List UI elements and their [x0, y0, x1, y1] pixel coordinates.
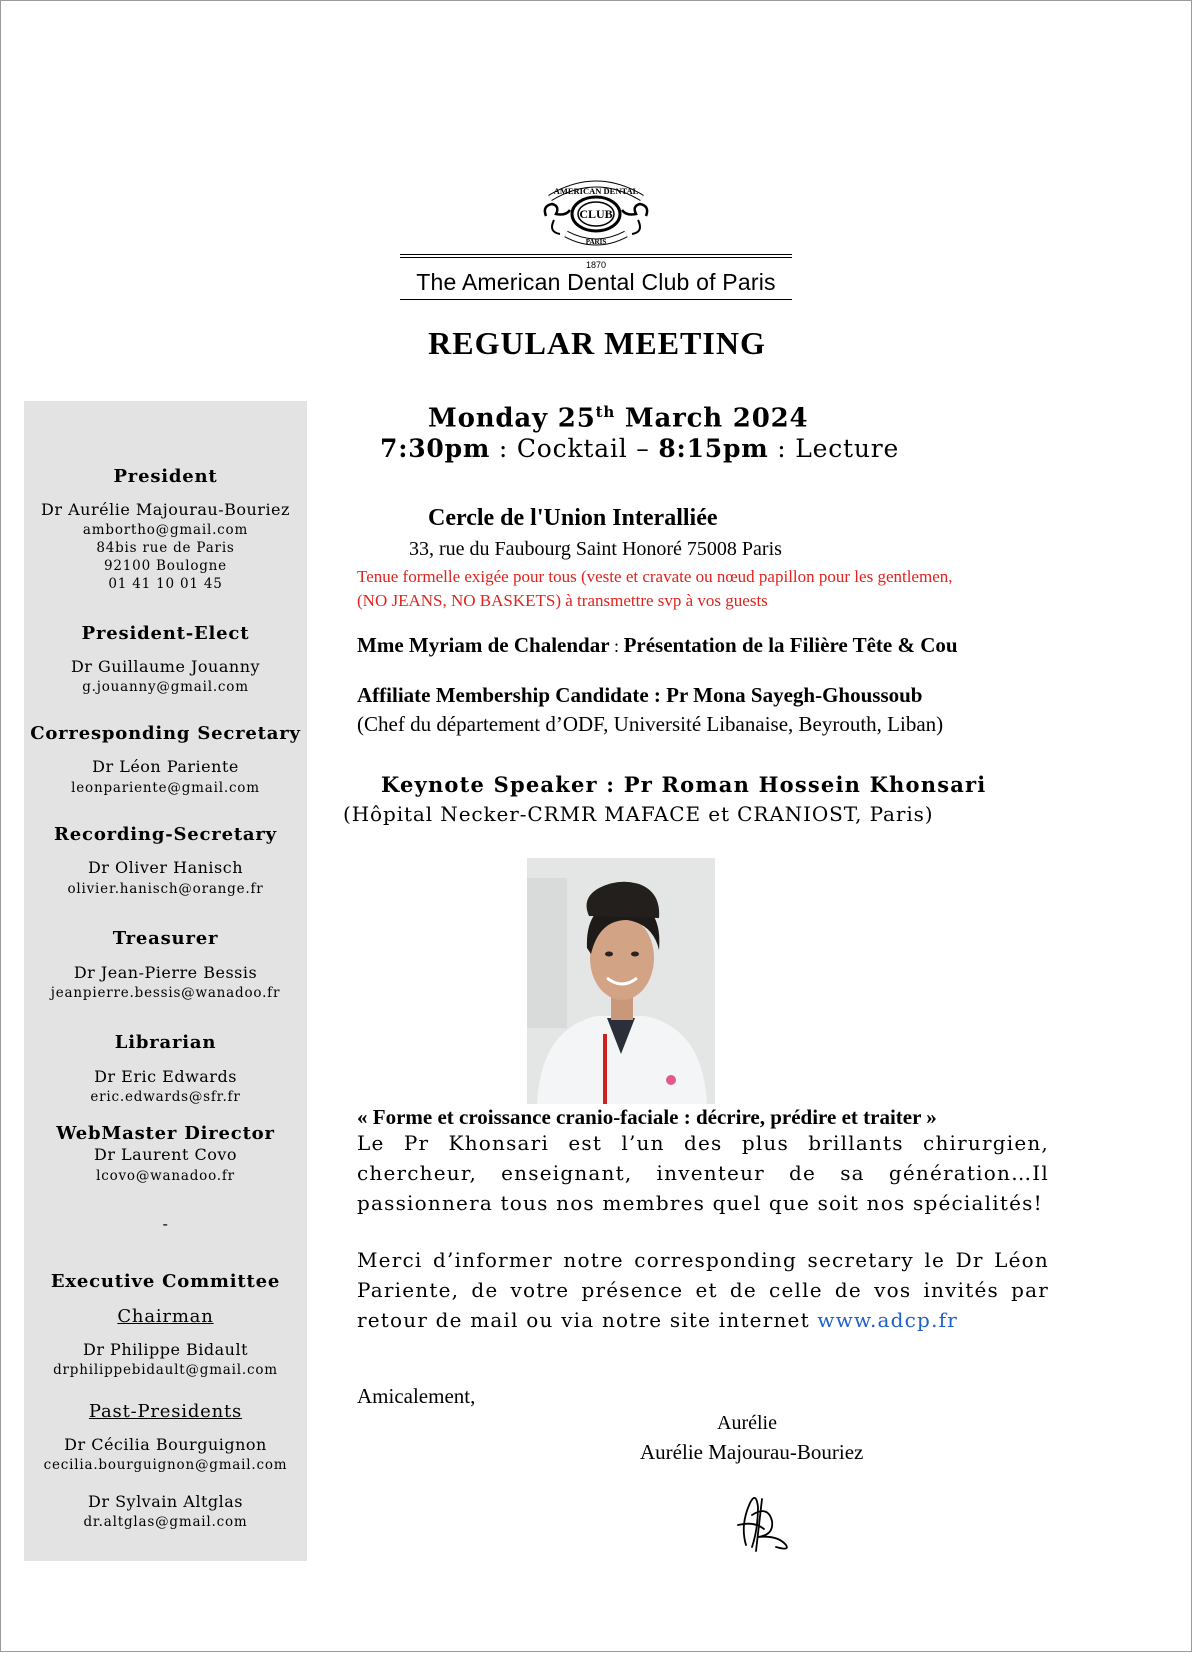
past-presidents-label: Past-Presidents	[88, 1401, 243, 1422]
logo-org-name	[400, 269, 792, 296]
date-day: Monday 25	[428, 403, 596, 434]
recording-secretary-email[interactable]: olivier.hanisch@orange.fr	[67, 881, 264, 897]
speaker-portrait-icon	[527, 858, 715, 1104]
meeting-times	[380, 434, 899, 463]
librarian-name: Dr Eric Edwards	[94, 1067, 237, 1086]
venue-name: Cercle de l'Union Interalliée	[428, 505, 718, 531]
date-rest: March 2024	[624, 403, 809, 434]
club-logo	[400, 176, 792, 302]
rsvp-text: Merci d’informer notre corresponding secretary le Dr Léon Pariente, de votre présence et de celle de vos invités par retour de mail ou via notre site internet	[357, 1248, 1049, 1332]
past-president-1-name: Dr Cécilia Bourguignon	[64, 1435, 267, 1454]
rsvp-paragraph	[357, 1245, 1049, 1335]
speaker-photo	[527, 858, 715, 1104]
signature-full-name: Aurélie Majourau-Bouriez	[640, 1440, 864, 1464]
seal-top-text: AMERICAN DENTAL	[553, 186, 639, 196]
past-president-2-email[interactable]: dr.altglas@gmail.com	[83, 1514, 248, 1530]
webmaster-name: Dr Laurent Covo	[93, 1145, 237, 1164]
presentation-speaker: Mme Myriam de Chalendar	[357, 633, 610, 657]
seal-bottom-text: PARIS	[585, 238, 607, 246]
role-president-elect: President-Elect	[81, 623, 250, 644]
role-recording-secretary: Recording-Secretary	[54, 824, 277, 845]
presentation-line	[357, 633, 958, 658]
webmaster-email[interactable]: lcovo@wanadoo.fr	[96, 1168, 235, 1184]
role-president: President	[113, 466, 218, 487]
president-address-1: 84bis rue de Paris	[96, 540, 235, 556]
role-librarian: Librarian	[114, 1032, 217, 1053]
handwritten-signature-icon	[728, 1485, 808, 1555]
president-name: Dr Aurélie Majourau-Bouriez	[41, 500, 290, 519]
presentation-separator: :	[609, 636, 624, 656]
dress-code-note: Tenue formelle exigée pour tous (veste et cravate ou nœud papillon pour les gentlemen, (NO JEANS, NO BASKETS) à transmettre svp à vos guests	[357, 567, 953, 610]
affiliate-detail: (Chef du département d’ODF, Université Libanaise, Beyrouth, Liban)	[357, 712, 944, 736]
logo-rule	[400, 299, 792, 300]
past-president-2-name: Dr Sylvain Altglas	[88, 1492, 243, 1511]
recording-secretary-name: Dr Oliver Hanisch	[87, 858, 244, 877]
president-email[interactable]: ambortho@gmail.com	[82, 522, 249, 538]
treasurer-email[interactable]: jeanpierre.bessis@wanadoo.fr	[50, 985, 281, 1001]
club-seal-icon	[540, 176, 652, 252]
sidebar-dash: -	[162, 1214, 169, 1233]
chairman-label: Chairman	[117, 1306, 214, 1327]
president-address-2: 92100 Boulogne	[104, 558, 227, 574]
librarian-email[interactable]: eric.edwards@sfr.fr	[90, 1089, 241, 1105]
page-title: REGULAR MEETING	[428, 325, 766, 361]
signature-first-name: Aurélie	[717, 1412, 777, 1434]
officers-sidebar	[24, 401, 307, 1561]
website-link[interactable]: www.adcp.fr	[817, 1308, 958, 1332]
lecture-title: « Forme et croissance cranio-faciale : décrire, prédire et traiter »	[357, 1105, 937, 1129]
meeting-date	[428, 403, 808, 434]
role-treasurer: Treasurer	[112, 928, 219, 949]
past-president-1-email[interactable]: cecilia.bourguignon@gmail.com	[43, 1457, 288, 1473]
lecture-time: 8:15pm	[658, 434, 769, 463]
affiliate-candidate: Affiliate Membership Candidate : Pr Mona Sayegh-Ghoussoub	[357, 683, 923, 707]
president-elect-name: Dr Guillaume Jouanny	[70, 657, 261, 676]
presentation-topic: Présentation de la Filière Tête & Cou	[623, 633, 958, 657]
chairman-name: Dr Philippe Bidault	[82, 1340, 249, 1359]
logo-rule	[400, 254, 792, 255]
keynote-affiliation: (Hôpital Necker-CRMR MAFACE et CRANIOST, Paris)	[343, 802, 934, 826]
treasurer-name: Dr Jean-Pierre Bessis	[73, 963, 258, 982]
president-elect-email[interactable]: g.jouanny@gmail.com	[82, 679, 249, 695]
president-phone: 01 41 10 01 45	[108, 576, 223, 592]
venue-address: 33, rue du Faubourg Saint Honoré 75008 Paris	[409, 538, 782, 560]
lecture-label: : Lecture	[768, 434, 900, 463]
date-suffix: th	[595, 403, 616, 421]
role-executive-committee: Executive Committee	[50, 1271, 281, 1292]
speaker-description: Le Pr Khonsari est l’un des plus brillants chirurgien, chercheur, enseignant, inventeur de sa génération…Il passionnera tous nos membres quel que soit nos spécialités!	[357, 1131, 1049, 1215]
chairman-email[interactable]: drphilippebidault@gmail.com	[53, 1362, 278, 1378]
role-corresponding-secretary: Corresponding Secretary	[30, 723, 301, 744]
keynote-speaker: Keynote Speaker : Pr Roman Hossein Khonsari	[381, 772, 987, 797]
corresponding-secretary-name: Dr Léon Pariente	[92, 757, 239, 776]
seal-center-text: CLUB	[579, 207, 613, 221]
logo-year: 1870	[585, 260, 607, 270]
corresponding-secretary-email[interactable]: leonpariente@gmail.com	[71, 780, 260, 796]
cocktail-time: 7:30pm	[380, 434, 491, 463]
role-webmaster-director: WebMaster Director	[56, 1123, 275, 1144]
closing-greeting: Amicalement,	[357, 1384, 476, 1408]
logo-rule	[400, 257, 792, 258]
cocktail-label: : Cocktail –	[490, 434, 659, 463]
org-name-text: The American Dental Club of Paris	[416, 269, 776, 295]
